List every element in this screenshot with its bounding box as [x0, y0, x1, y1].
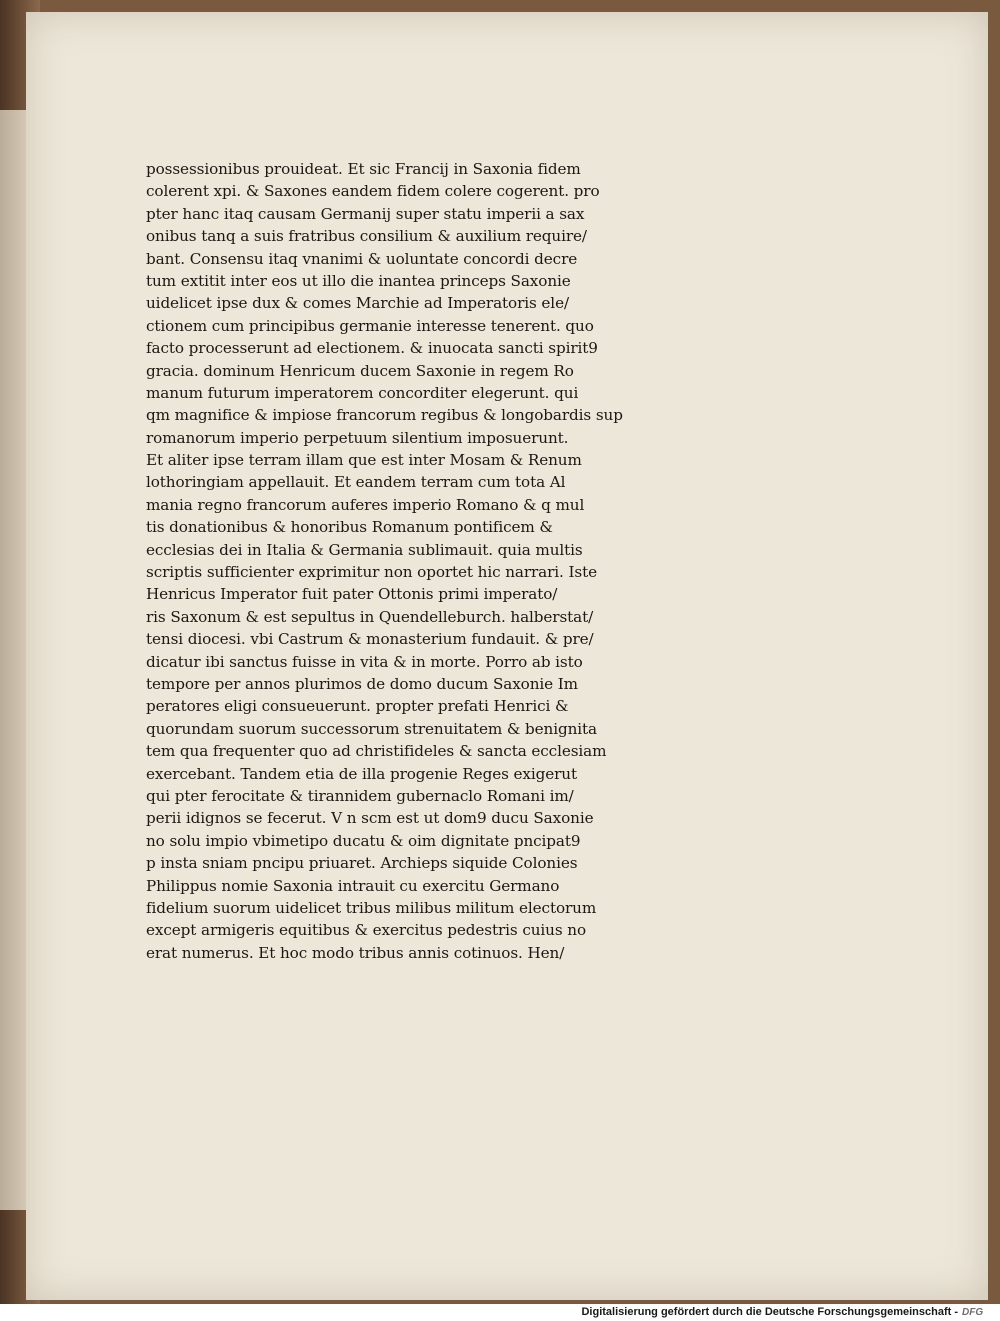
text-line: tum extitit inter eos ut illo die inantea princeps Saxonie — [146, 271, 571, 290]
text-line: ris Saxonum & est sepultus in Quendelleburch. halberstat/ — [146, 607, 594, 626]
text-line: gracia. dominum Henricum ducem Saxonie in regem Ro — [146, 361, 574, 380]
text-line: fidelium suorum uidelicet tribus milibus militum electorum — [146, 898, 597, 917]
text-line: tis donationibus & honoribus Romanum pontificem & — [146, 518, 553, 537]
funding-credit: Digitalisierung gefördert durch die Deutsche Forschungsgemeinschaft - — [581, 1306, 958, 1318]
text-block — [146, 158, 696, 1016]
text-line: qui pter ferocitate & tirannidem gubernaclo Romani im/ — [146, 786, 574, 805]
text-line: tensi diocesi. vbi Castrum & monasterium fundauit. & pre/ — [146, 630, 594, 649]
text-line: manum futurum imperatorem concorditer elegerunt. qui — [146, 383, 579, 402]
text-line: perii idignos se fecerut. V n scm est ut dom9 ducu Saxonie — [146, 809, 594, 828]
text-line: possessionibus prouideat. Et sic Francij in Saxonia fidem — [146, 160, 581, 178]
dfg-logo: DFG — [962, 1307, 984, 1318]
text-line: qm magnifice & impiose francorum regibus & longobardis sup — [146, 406, 623, 425]
text-line: onibus tanq a suis fratribus consilium & auxilium require/ — [146, 227, 587, 246]
text-line: dicatur ibi sanctus fuisse in vita & in morte. Porro ab isto — [146, 652, 583, 671]
text-line: colerent xpi. & Saxones eandem fidem colere cogerent. pro — [146, 182, 600, 201]
text-line: bant. Consensu itaq vnanimi & uoluntate concordi decre — [146, 249, 578, 268]
text-line: uidelicet ipse dux & comes Marchie ad Imperatoris ele/ — [146, 294, 569, 313]
page-sheet — [26, 12, 988, 1300]
text-line: except armigeris equitibus & exercitus pedestris cuius no — [146, 921, 587, 940]
text-line: mania regno francorum auferes imperio Romano & q mul — [146, 495, 585, 514]
text-line: Et aliter ipse terram illam que est inter Mosam & Renum — [146, 451, 582, 470]
text-line: ctionem cum principibus germanie interesse tenerent. quo — [146, 316, 594, 335]
text-line: no solu impio vbimetipo ducatu & oim dignitate pncipat9 — [146, 831, 581, 850]
text-line: Philippus nomie Saxonia intrauit cu exercitu Germano — [146, 876, 560, 895]
text-line: pter hanc itaq causam Germanij super statu imperii a sax — [146, 204, 585, 223]
text-line: Henricus Imperator fuit pater Ottonis primi imperato/ — [146, 585, 558, 604]
text-line: facto processerunt ad electionem. & inuocata sancti spirit9 — [146, 339, 598, 358]
text-line: quorundam suorum successorum strenuitatem & benignita — [146, 719, 598, 738]
text-line: romanorum imperio perpetuum silentium imposuerunt. — [146, 428, 569, 447]
text-line: scriptis sufficienter exprimitur non oportet hic narrari. Iste — [146, 563, 597, 582]
text-line: ecclesias dei in Italia & Germania sublimauit. quia multis — [146, 540, 583, 559]
text-line: tempore per annos plurimos de domo ducum Saxonie Im — [146, 674, 578, 693]
footer-bar — [0, 1304, 1000, 1321]
text-line: lothoringiam appellauit. Et eandem terram cum tota Al — [146, 473, 566, 492]
text-line: erat numerus. Et hoc modo tribus annis cotinuos. Hen/ — [146, 943, 565, 962]
text-line: tem qua frequenter quo ad christifideles & sancta ecclesiam — [146, 742, 607, 761]
text-line: peratores eligi consueuerunt. propter prefati Henrici & — [146, 697, 569, 716]
text-line: exercebant. Tandem etia de illa progenie Reges exigerut — [146, 764, 577, 783]
text-line: p insta sniam pncipu priuaret. Archieps siquide Colonies — [146, 854, 578, 873]
